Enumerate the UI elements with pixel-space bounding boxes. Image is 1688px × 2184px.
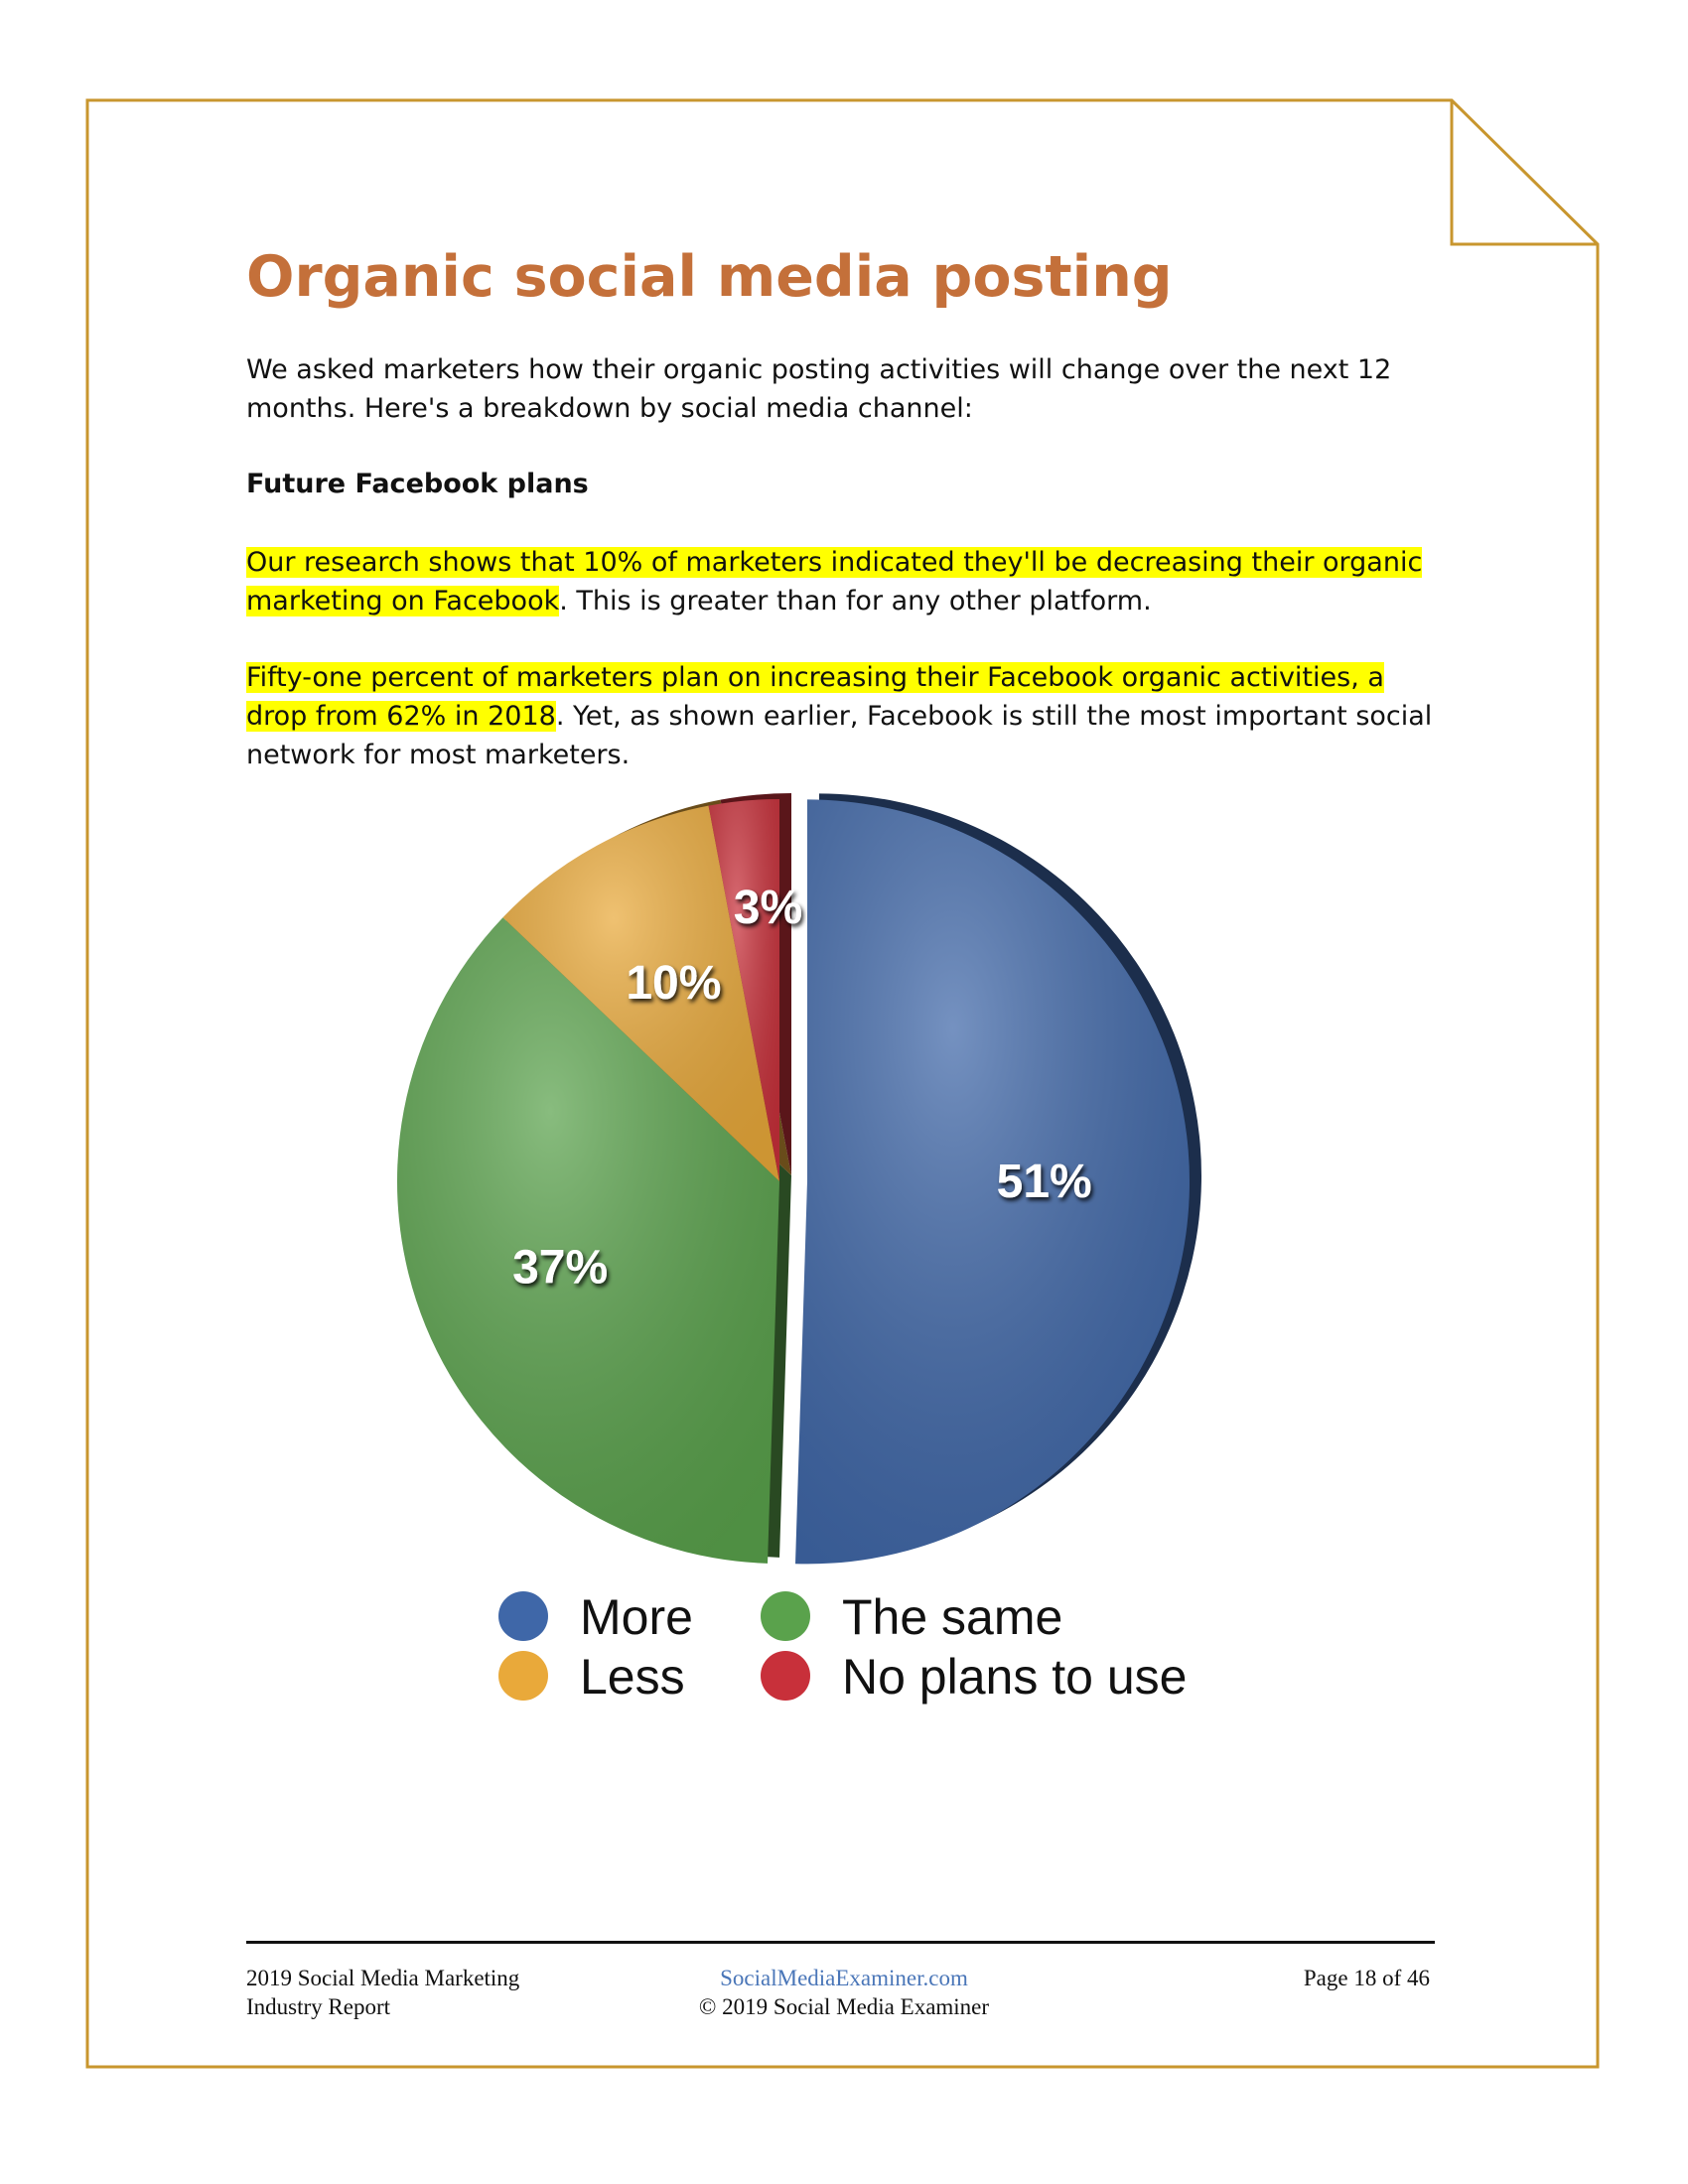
footer-report-line2: Industry Report: [246, 1994, 391, 2019]
paragraph-text: . Yet, as shown earlier, Facebook is still the most important social network for most marketers.: [246, 701, 1433, 770]
footer-site-link[interactable]: SocialMediaExaminer.com: [720, 1966, 968, 1990]
pie-slice-shading-more: [795, 799, 1190, 1564]
legend-swatch-no-plans-to-use: [761, 1651, 810, 1701]
pie-label-more: 51%: [996, 1156, 1092, 1209]
legend-label-less: Less: [580, 1649, 685, 1705]
legend-label-more: More: [580, 1589, 693, 1645]
footer-report-name: [246, 1964, 643, 2021]
footer-divider: [246, 1941, 1435, 1944]
pie-label-the-same: 37%: [512, 1241, 609, 1295]
pie-label-no-plans-to-use: 3%: [733, 882, 803, 935]
highlighted-text: Fifty-one percent of marketers plan on increasing their Facebook organic activities, a drop from 62% in 2018: [246, 662, 1384, 732]
footer-site: [635, 1964, 1053, 2021]
legend-swatch-less: [498, 1651, 548, 1701]
intro-paragraph: We asked marketers how their organic posting activities will change over the next 12 months. Here's a breakdown by social media channel:: [246, 354, 1392, 424]
footer-page-number: Page 18 of 46: [1303, 1966, 1430, 1990]
legend-swatch-the-same: [761, 1591, 810, 1641]
highlighted-text: Our research shows that 10% of marketers indicated they'll be decreasing their organic marketing on Facebook: [246, 547, 1423, 616]
legend-swatch-more: [498, 1591, 548, 1641]
subheading: Future Facebook plans: [246, 469, 589, 499]
footer-copyright: © 2019 Social Media Examiner: [698, 1994, 990, 2019]
legend-label-no-plans-to-use: No plans to use: [842, 1649, 1188, 1705]
footer-report-line1: 2019 Social Media Marketing: [246, 1966, 520, 1990]
paragraph-text: . This is greater than for any other platform.: [559, 586, 1152, 616]
legend-label-the-same: The same: [842, 1589, 1063, 1645]
pie-label-less: 10%: [626, 956, 722, 1010]
page-title: Organic social media posting: [246, 244, 1173, 310]
